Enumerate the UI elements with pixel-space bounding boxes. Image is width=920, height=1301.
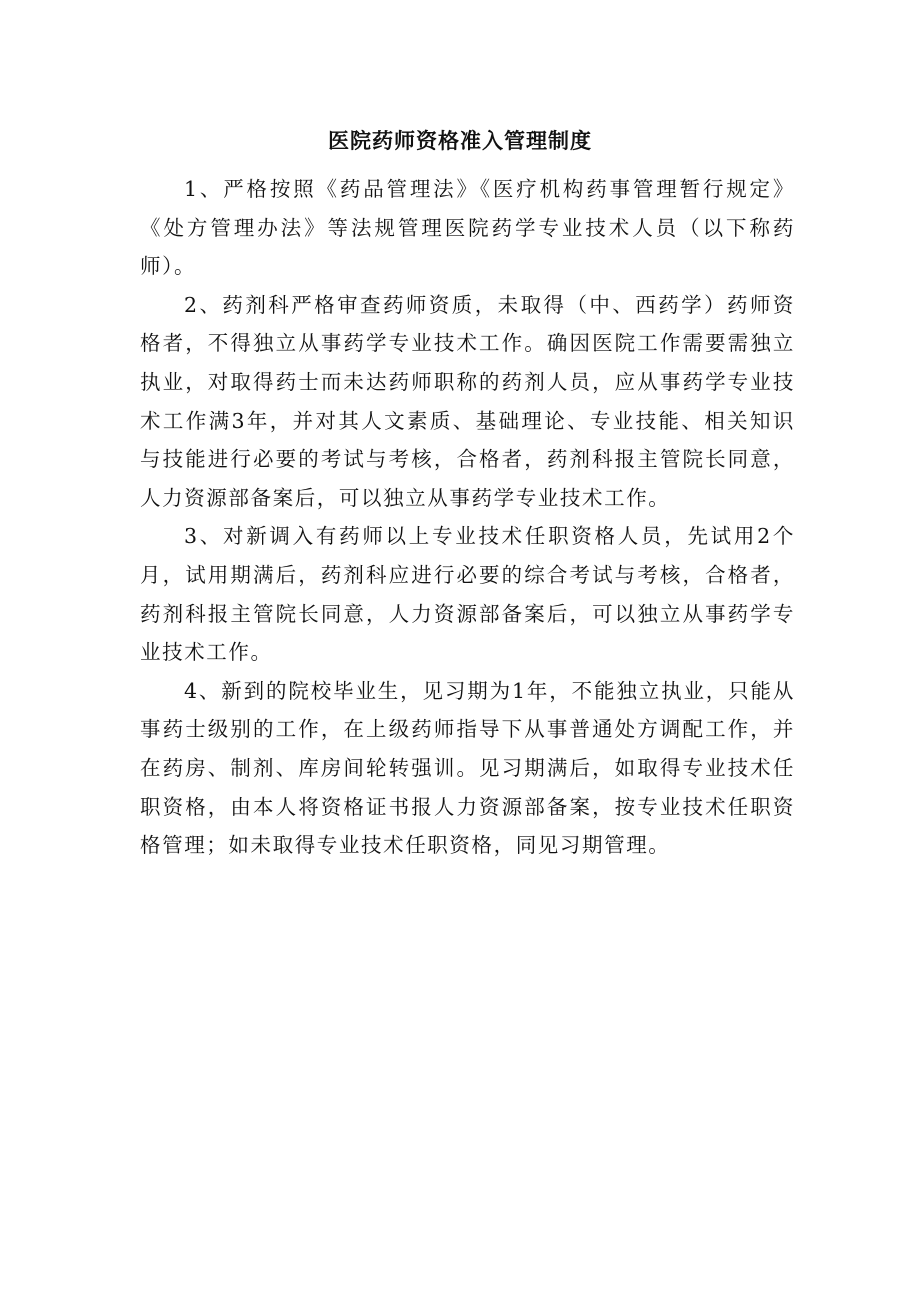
paragraph-4: 4、新到的院校毕业生，见习期为1年，不能独立执业，只能从事药士级别的工作，在上级药师指导下从事普通处方调配工作，并在药房、制剂、库房间轮转强训。见习期满后，如取得专业技术任职资格，由本人将资格证书报人力资源部备案，按专业技术任职资格管理；如未取得专业技术任职资格，同见习期管理。 — [140, 678, 795, 858]
paragraph-2: 2、药剂科严格审查药师资质，未取得（中、西药学）药师资格者，不得独立从事药学专业技术工作。确因医院工作需要需独立执业，对取得药士而未达药师职称的药剂人员，应从事药学专业技术工作满3年，并对其人文素质、基础理论、专业技能、相关知识与技能进行必要的考试与考核，合格者，药剂科报主管院长同意，人力资源部备案后，可以独立从事药学专业技术工作。 — [140, 292, 795, 510]
document-body — [140, 170, 795, 865]
document-title: 医院药师资格准入管理制度 — [328, 128, 592, 153]
paragraph-1: 1、严格按照《药品管理法》《医疗机构药事管理暂行规定》《处方管理办法》等法规管理医院药学专业技术人员（以下称药师）。 — [140, 177, 795, 279]
paragraph-3: 3、对新调入有药师以上专业技术任职资格人员，先试用2个月，试用期满后，药剂科应进行必要的综合考试与考核，合格者，药剂科报主管院长同意，人力资源部备案后，可以独立从事药学专业技术工作。 — [140, 524, 795, 665]
